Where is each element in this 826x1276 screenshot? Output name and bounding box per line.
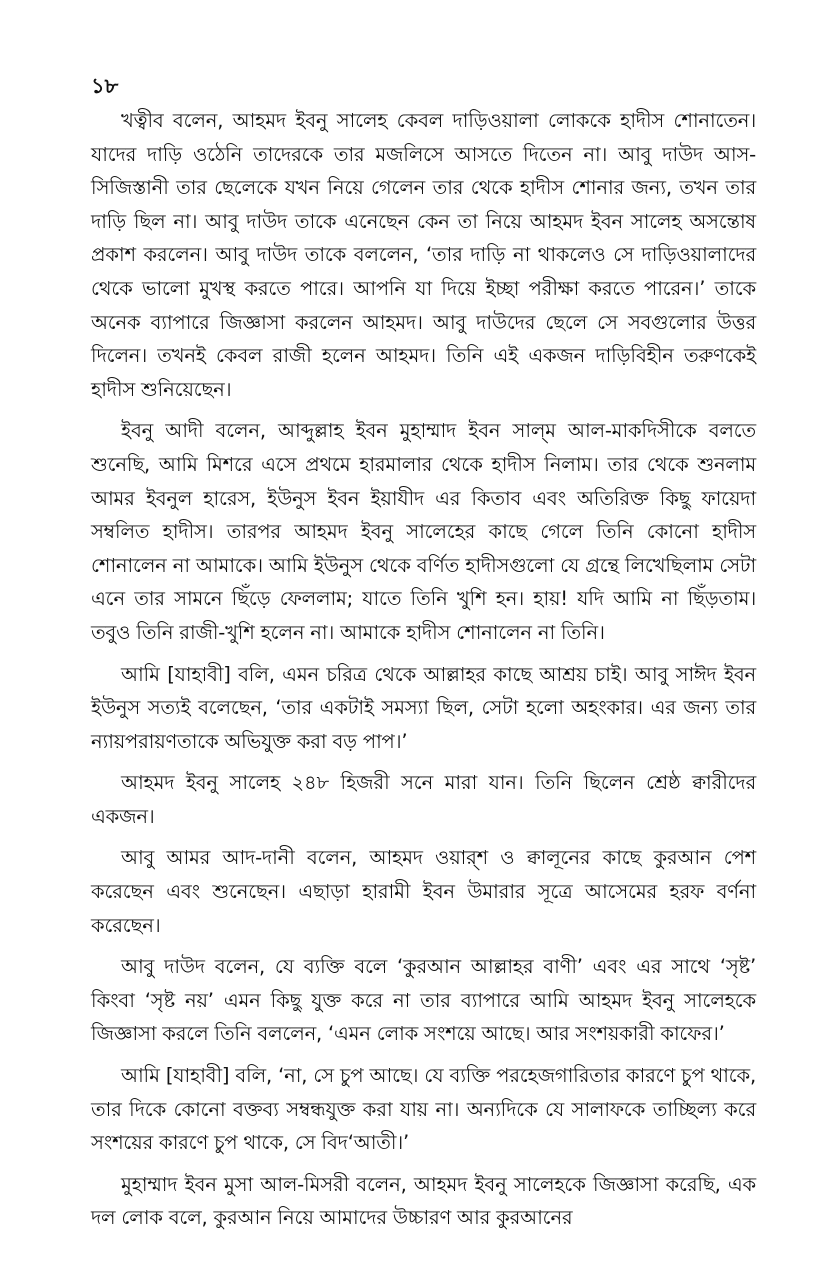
paragraph-ibn-adi-account: ইবনু আদী বলেন, আব্দুল্লাহ ইবন মুহাম্মাদ ইবন সাল্‌ম আল-মাকদিসীকে বলতে শুনেছি, আমি মিশরে এসে প্রথমে হারমালার থেকে হাদীস নিলাম। তার থেকে শুনলাম আমর ইবনুল হারেস, ইউনুস ইবন ইয়াযীদ এর কিতাব এবং অতিরিক্ত কিছু ফায়েদা সম্বলিত হাদীস। তারপর আহমদ ইবনু সালেহের কাছে গেলে তিনি কোনো হাদীস শোনালেন না আমাকে। আমি ইউনুস থেকে বর্ণিত হাদীসগুলো যে গ্রন্থে লিখেছিলাম সেটা এনে তার সামনে ছিঁড়ে ফেললাম; যাতে তিনি খুশি হন। হায়! যদি আমি না ছিঁড়তাম। তবুও তিনি রাজী-খুশি হলেন না। আমাকে হাদীস শোনালেন না তিনি। (91, 419, 756, 644)
paragraph-abu-dawud-question: আবু দাউদ বলেন, যে ব্যক্তি বলে ‘কুরআন আল্লাহর বাণী’ এবং এর সাথে ‘সৃষ্ট’ কিংবা ‘সৃষ্ট নয়’ এমন কিছু যুক্ত করে না তার ব্যাপারে আমি আহমদ ইবনু সালেহকে জিজ্ঞাসা করলে তিনি বললেন, ‘এমন লোক সংশয়ে আছে। আর সংশয়কারী কাফের।’ (91, 955, 756, 1046)
book-page (91, 72, 756, 1243)
paragraph-muhammad-ibn-musa: মুহাম্মাদ ইবন মুসা আল-মিসরী বলেন, আহমদ ইবনু সালেহকে জিজ্ঞাসা করেছি, এক দল লোক বলে, কুরআন নিয়ে আমাদের উচ্চারণ আর কুরআনের (91, 1172, 756, 1230)
paragraph-death-year: আহমদ ইবনু সালেহ ২৪৮ হিজরী সনে মারা যান। তিনি ছিলেন শ্রেষ্ঠ ক্বারীদের একজন। (91, 771, 756, 828)
page-number: ১৮ (91, 74, 119, 98)
paragraph-dhahabi-comment-1: আমি [যাহাবী] বলি, এমন চরিত্র থেকে আল্লাহর কাছে আশ্রয় চাই। আবু সাঈদ ইবন ইউনুস সত্যই বলেছেন, ‘তার একটাই সমস্যা ছিল, সেটা হলো অহংকার। এর জন্য তার ন্যায়পরায়ণতাকে অভিযুক্ত করা বড় পাপ।’ (91, 662, 756, 753)
paragraph-khatib-account: খত্বীব বলেন, আহমদ ইবনু সালেহ কেবল দাড়িওয়ালা লোককে হাদীস শোনাতেন। যাদের দাড়ি ওঠেনি তাদেরকে তার মজলিসে আসতে দিতেন না। আবু দাউদ আস-সিজিস্তানী তার ছেলেকে যখন নিয়ে গেলেন তার থেকে হাদীস শোনার জন্য, তখন তার দাড়ি ছিল না। আবু দাউদ তাকে এনেছেন কেন তা নিয়ে আহমদ ইবন সালেহ অসন্তোষ প্রকাশ করলেন। আবু দাউদ তাকে বললেন, ‘তার দাড়ি না থাকলেও সে দাড়িওয়ালাদের থেকে ভালো মুখস্থ করতে পারে। আপনি যা দিয়ে ইচ্ছা পরীক্ষা করতে পারেন।’ তাকে অনেক ব্যাপারে জিজ্ঞাসা করলেন আহমদ। আবু দাউদের ছেলে সে সবগুলোর উত্তর দিলেন। তখনই কেবল রাজী হলেন আহমদ। তিনি এই একজন দাড়িবিহীন তরুণকেই হাদীস শুনিয়েছেন। (91, 109, 756, 401)
paragraph-dhahabi-comment-2: আমি [যাহাবী] বলি, ‘না, সে চুপ আছে। যে ব্যক্তি পরহেজগারিতার কারণে চুপ থাকে, তার দিকে কোনো বক্তব্য সম্বন্ধযুক্ত করা যায় না। অন্যদিকে যে সালাফকে তাচ্ছিল্য করে সংশয়ের কারণে চুপ থাকে, সে বিদ‘আতী।’ (91, 1064, 756, 1155)
paragraph-abu-amr-ad-dani: আবু আমর আদ-দানী বলেন, আহমদ ওয়ার্‌শ ও ক্বালূনের কাছে কুরআন পেশ করেছেন এবং শুনেছেন। এছাড়া হারামী ইবন উমারার সূত্রে আসেমের হরফ বর্ণনা করেছেন। (91, 846, 756, 937)
